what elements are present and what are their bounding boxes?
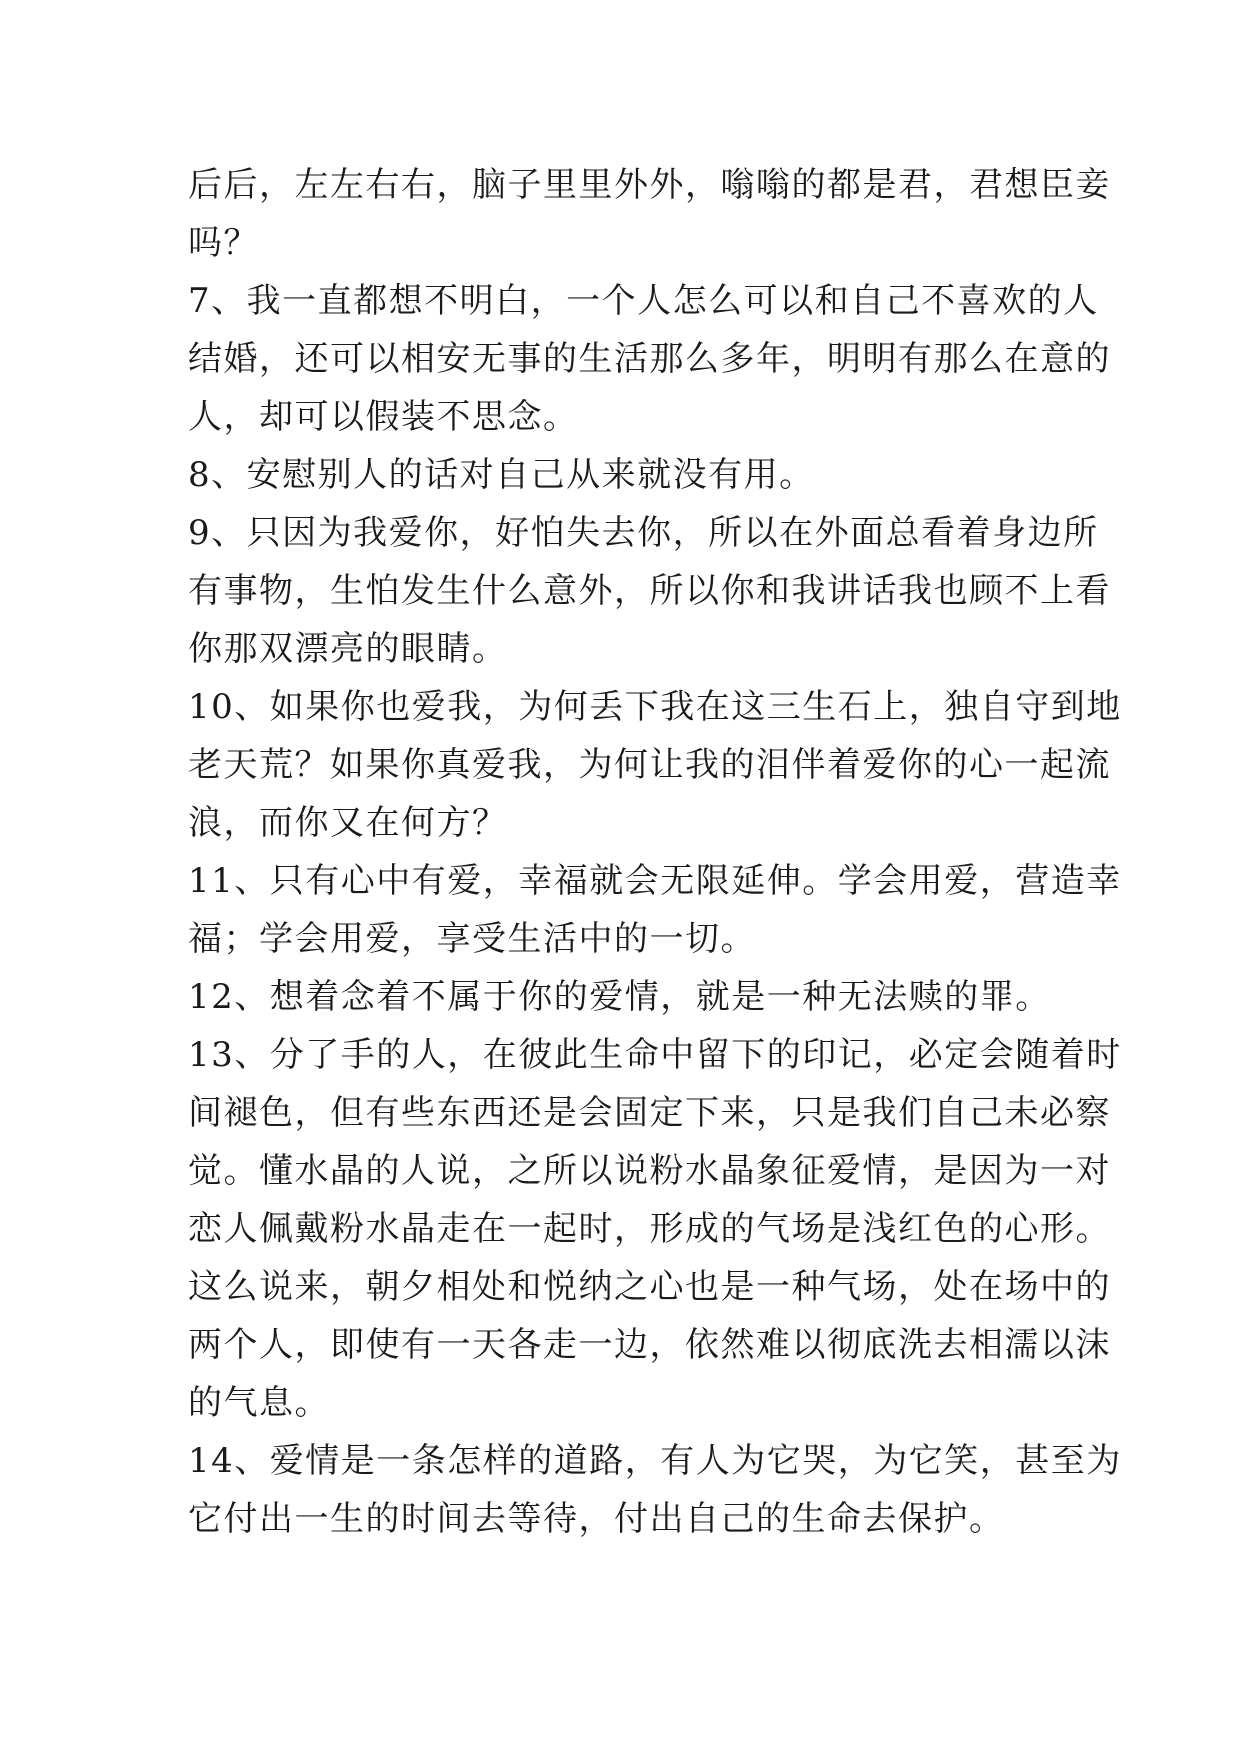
document-body [188, 163, 1122, 1555]
text-line: 浪，而你又在何方？ [188, 803, 508, 843]
text-line: 福；学会用爱，享受生活中的一切。 [188, 919, 756, 959]
text-line: 11、只有心中有爱，幸福就会无限延伸。学会用爱，营造幸 [188, 861, 1122, 901]
text-line: 觉。懂水晶的人说，之所以说粉水晶象征爱情，是因为一对 [188, 1151, 1111, 1191]
text-line: 这么说来，朝夕相处和悦纳之心也是一种气场，处在场中的 [188, 1267, 1111, 1307]
text-line: 吗？ [188, 223, 259, 263]
text-line: 12、想着念着不属于你的爱情，就是一种无法赎的罪。 [188, 977, 1051, 1017]
text-line: 的气息。 [188, 1383, 330, 1423]
text-line: 恋人佩戴粉水晶走在一起时，形成的气场是浅红色的心形。 [188, 1209, 1111, 1249]
text-line: 有事物，生怕发生什么意外，所以你和我讲话我也顾不上看 [188, 571, 1111, 611]
text-line: 后后，左左右右，脑子里里外外，嗡嗡的都是君，君想臣妾 [188, 165, 1111, 205]
text-line: 老天荒？如果你真爱我，为何让我的泪伴着爱你的心一起流 [188, 745, 1111, 785]
text-line: 你那双漂亮的眼睛。 [188, 629, 508, 669]
text-line: 14、爱情是一条怎样的道路，有人为它哭，为它笑，甚至为 [188, 1441, 1122, 1481]
text-line: 结婚，还可以相安无事的生活那么多年，明明有那么在意的 [188, 339, 1111, 379]
text-line: 它付出一生的时间去等待，付出自己的生命去保护。 [188, 1499, 1005, 1539]
text-line: 10、如果你也爱我，为何丢下我在这三生石上，独自守到地 [188, 687, 1122, 727]
text-line: 人，却可以假装不思念。 [188, 397, 579, 437]
text-line: 两个人，即使有一天各走一边，依然难以彻底洗去相濡以沫 [188, 1325, 1111, 1365]
text-line: 13、分了手的人，在彼此生命中留下的印记，必定会随着时 [188, 1035, 1122, 1075]
text-line: 9、只因为我爱你，好怕失去你，所以在外面总看着身边所 [188, 513, 1099, 553]
text-line: 7、我一直都想不明白，一个人怎么可以和自己不喜欢的人 [188, 281, 1099, 321]
text-line: 8、安慰别人的话对自己从来就没有用。 [188, 455, 815, 495]
text-line: 间褪色，但有些东西还是会固定下来，只是我们自己未必察 [188, 1093, 1111, 1133]
